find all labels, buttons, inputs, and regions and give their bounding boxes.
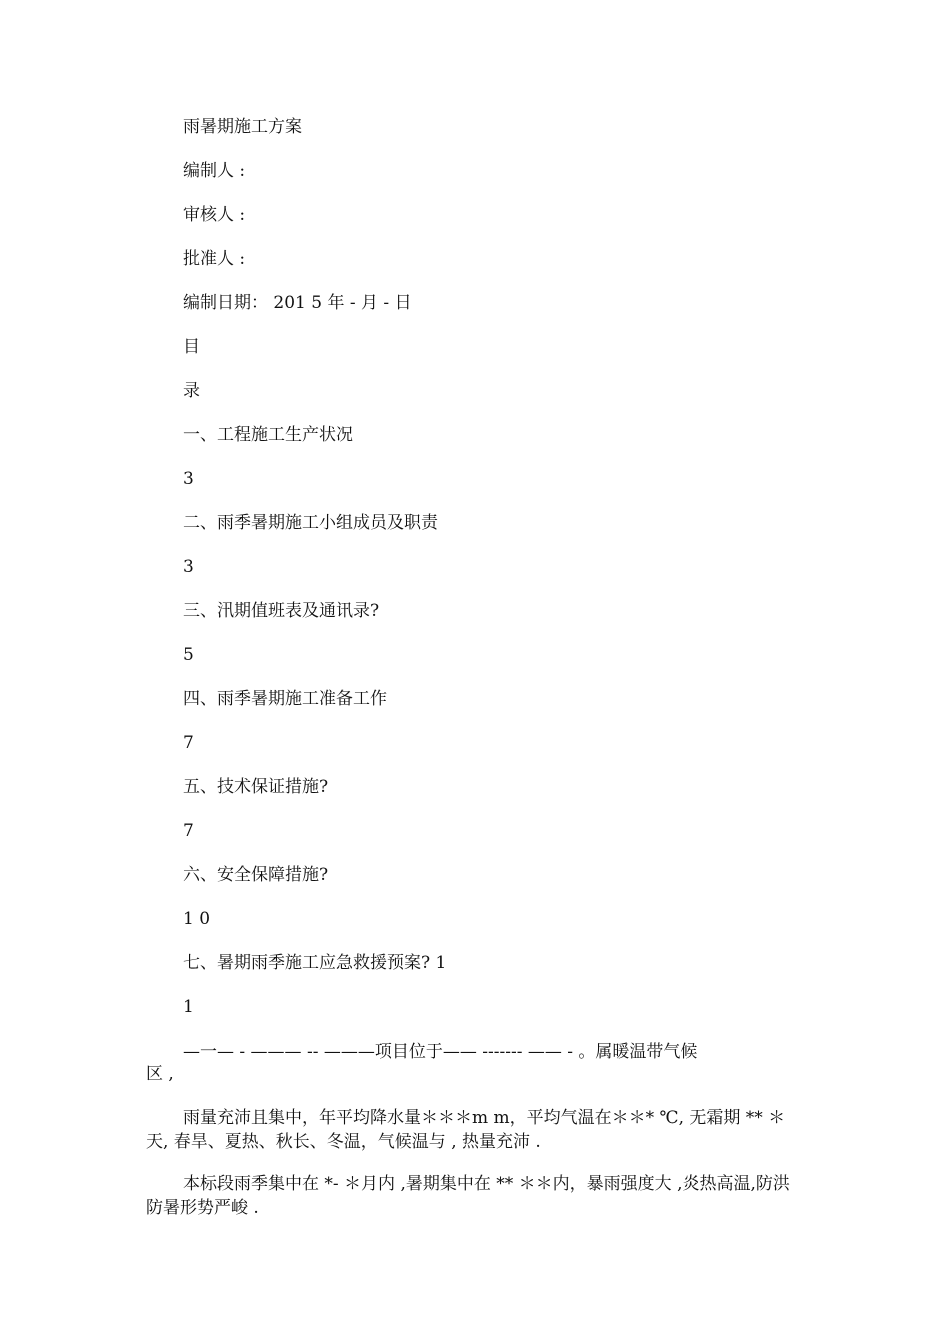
toc-item-title[interactable]: 六、安全保障措施? — [183, 865, 329, 885]
toc-item-title[interactable]: 一、工程施工生产状况 — [183, 425, 353, 445]
toc-item-page: 7 — [183, 821, 194, 841]
toc-item-title[interactable]: 三、汛期值班表及通讯录? — [183, 601, 380, 621]
toc-item-page: 5 — [183, 645, 194, 665]
toc-item-title[interactable]: 七、暑期雨季施工应急救援预案? 1 — [183, 953, 447, 973]
date-field: 编制日期： 201 5 年 - 月 - 日 — [183, 293, 412, 313]
reviewer-field: 审核人 : — [183, 205, 246, 225]
body-paragraph-1-line-2: 区 , — [146, 1064, 174, 1084]
toc-item-title[interactable]: 四、雨季暑期施工准备工作 — [183, 689, 387, 709]
toc-item-page: 7 — [183, 733, 194, 753]
body-paragraph-2: 雨量充沛且集中，年平均降水量＊＊＊m m，平均气温在＊＊* ℃, 无霜期 ** ＊天, 春旱、夏热、秋长、冬温，气候温与 , 热量充沛 . — [146, 1108, 786, 1152]
approver-field: 批准人 : — [183, 249, 246, 269]
toc-item-page: 3 — [183, 557, 194, 577]
toc-item-page: 1 — [183, 997, 194, 1017]
toc-item-title[interactable]: 五、技术保证措施? — [183, 777, 329, 797]
compiler-field: 编制人 : — [183, 161, 246, 181]
toc-item-page: 1 0 — [183, 909, 211, 929]
toc-heading-part2: 录 — [183, 381, 200, 401]
toc-heading-part1: 目 — [183, 337, 200, 357]
toc-item-page: 3 — [183, 469, 194, 489]
toc-item-title[interactable]: 二、雨季暑期施工小组成员及职责 — [183, 513, 438, 533]
body-paragraph-3: 本标段雨季集中在 *- ＊月内 ,暑期集中在 ** ＊＊内，暴雨强度大 ,炎热高温,防洪防暑形势严峻 . — [146, 1174, 790, 1218]
document-title: 雨暑期施工方案 — [183, 117, 302, 137]
body-paragraph-1-line-1: —一— - ——— -- ———项目位于—— ------- —— - 。属暖温带气候 — [183, 1042, 698, 1062]
